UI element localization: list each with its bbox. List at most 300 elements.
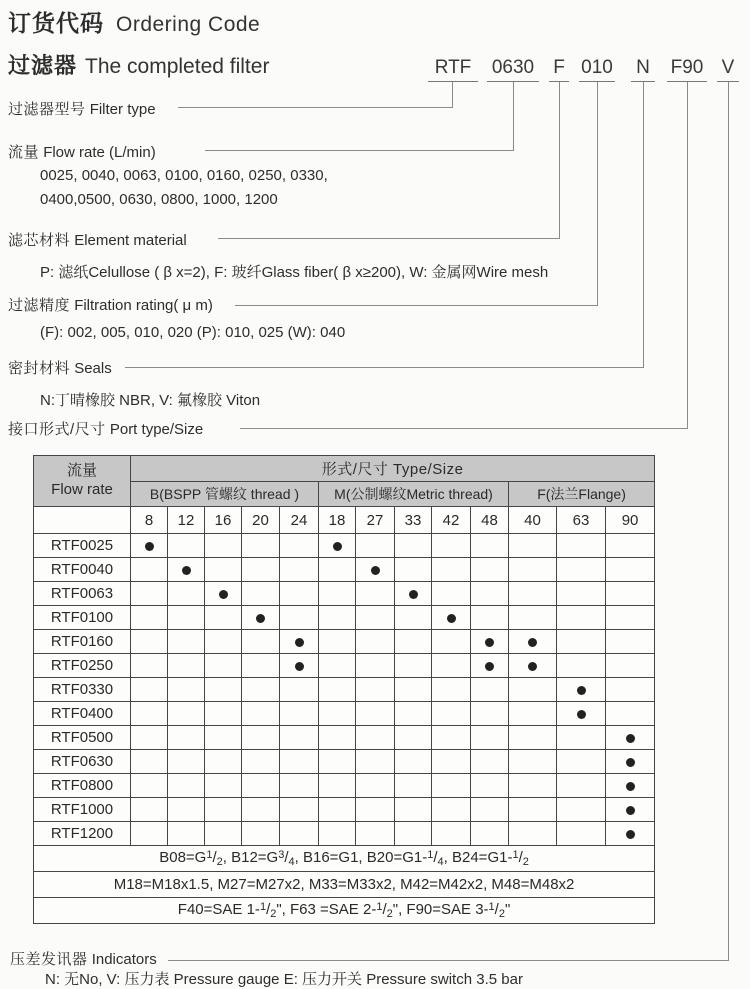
page-title-en: Ordering Code [116,13,261,36]
model-cell: RTF0025 [34,534,131,558]
field-element-material-zh: 滤芯材料 [8,232,71,249]
model-cell: RTF0063 [34,582,131,606]
field-element-material [8,229,187,250]
dot-cell [131,702,168,726]
dot-cell [557,678,606,702]
dot-cell [606,558,655,582]
dot-cell [395,678,432,702]
dot-cell [471,630,509,654]
dot-cell [242,822,280,846]
dot-cell [168,678,205,702]
dot-cell [557,750,606,774]
model-cell: RTF0630 [34,750,131,774]
dot-cell [280,798,319,822]
field-flow-rate-en: Flow rate (L/min) [43,144,156,161]
dot-cell [356,606,395,630]
size-header-cell: 20 [242,507,280,534]
dot-cell [280,582,319,606]
table-row [34,606,655,630]
dot-cell [606,774,655,798]
dot-cell [242,702,280,726]
dot-cell [432,654,471,678]
dot-cell [509,582,557,606]
dot-cell [280,774,319,798]
model-cell: RTF0400 [34,702,131,726]
dot-cell [131,654,168,678]
dot-cell [471,798,509,822]
dot-cell [471,534,509,558]
availability-dot [626,806,635,815]
availability-dot [295,638,304,647]
dot-cell [432,798,471,822]
model-cell: RTF0250 [34,654,131,678]
dot-cell [509,678,557,702]
note-text: M18=M18x1.5, M27=M27x2, M33=M33x2, M42=M42x2, M48=M48x2 [34,872,655,898]
dot-cell [131,582,168,606]
note-row [34,898,655,924]
dot-cell [280,654,319,678]
dot-cell [509,822,557,846]
dot-cell [356,630,395,654]
dot-cell [280,750,319,774]
field-flow-rate-zh: 流量 [8,144,40,161]
dot-cell [509,726,557,750]
dot-cell [432,774,471,798]
dot-cell [205,798,242,822]
dot-cell [606,678,655,702]
dot-cell [471,702,509,726]
dot-cell [471,678,509,702]
dot-cell [395,822,432,846]
dot-cell [395,726,432,750]
table-row [34,702,655,726]
table-row [34,534,655,558]
table-row [34,726,655,750]
dot-cell [131,534,168,558]
group-header-flange: F(法兰Flange) [509,482,655,507]
availability-dot [182,566,191,575]
availability-dot [577,710,586,719]
leader-vline-port [687,82,688,428]
dot-cell [319,606,356,630]
field-filter-type-en: Filter type [89,101,156,118]
field-indicators-en: Indicators [91,951,157,968]
dot-cell [471,726,509,750]
dot-cell [205,606,242,630]
dot-cell [606,822,655,846]
product-title [8,49,269,80]
dot-cell [395,630,432,654]
port-size-table [33,455,655,924]
size-header-cell: 18 [319,507,356,534]
flow-rate-values-2: 0400,0500, 0630, 0800, 1000, 1200 [40,191,278,208]
field-seals [8,357,112,378]
group-header-bspp: B(BSPP 管螺纹 thread ) [131,482,319,507]
group-header-metric: M(公制螺纹Metric thread) [319,482,509,507]
model-cell: RTF1000 [34,798,131,822]
availability-dot [371,566,380,575]
availability-dot [219,590,228,599]
flow-rate-header-zh: 流量 [66,462,97,480]
dot-cell [606,798,655,822]
availability-dot [256,614,265,623]
availability-dot [577,686,586,695]
dot-cell [395,702,432,726]
leader-hline-flowrate [205,150,514,151]
size-header-cell: 16 [205,507,242,534]
product-title-en: The completed filter [85,55,270,78]
dot-cell [131,630,168,654]
dot-cell [509,606,557,630]
dot-cell [168,750,205,774]
dot-cell [168,798,205,822]
leader-vline-flowrate [513,82,514,150]
dot-cell [319,558,356,582]
availability-dot [626,830,635,839]
leader-hline-model [178,107,453,108]
table-row [34,630,655,654]
size-header-cell: 33 [395,507,432,534]
dot-cell [131,558,168,582]
size-header-cell: 90 [606,507,655,534]
dot-cell [557,726,606,750]
dot-cell [557,630,606,654]
dot-cell [395,774,432,798]
dot-cell [280,630,319,654]
dot-cell [395,654,432,678]
dot-cell [319,702,356,726]
field-indicators-zh: 压差发讯器 [10,951,88,968]
dot-cell [356,534,395,558]
code-part-indicator: V [717,57,739,82]
field-filter-type [8,98,156,119]
model-cell: RTF0330 [34,678,131,702]
leader-hline-port [240,428,688,429]
table-row [34,654,655,678]
dot-cell [242,774,280,798]
dot-cell [168,630,205,654]
model-cell: RTF0100 [34,606,131,630]
note-text: F40=SAE $1-^1/_2$", F63 =SAE $2-^1/_2$", F90=SAE $3-^1/_2$" [34,898,655,924]
dot-cell [131,726,168,750]
flow-rate-values-1: 0025, 0040, 0063, 0100, 0160, 0250, 0330, [40,167,328,184]
dot-cell [242,606,280,630]
availability-dot [528,638,537,647]
dot-cell [319,750,356,774]
availability-dot [485,638,494,647]
dot-cell [242,654,280,678]
table-row [34,558,655,582]
leader-vline-rating [597,82,598,305]
element-material-options: P: 滤纸Celullose ( β x=2), F: 玻纤Glass fiber( β x≥200), W: 金属网Wire mesh [40,264,549,281]
dot-cell [131,750,168,774]
availability-dot [409,590,418,599]
dot-cell [168,822,205,846]
dot-cell [131,774,168,798]
dot-cell [606,630,655,654]
code-part-seal: N [631,57,655,82]
dot-cell [205,654,242,678]
dot-cell [509,534,557,558]
dot-cell [557,774,606,798]
size-header-cell: 24 [280,507,319,534]
size-header-cell: 12 [168,507,205,534]
dot-cell [319,822,356,846]
dot-cell [471,582,509,606]
leader-hline-indicator [168,960,729,961]
field-seals-en: Seals [74,360,112,377]
dot-cell [432,822,471,846]
size-header-cell: 27 [356,507,395,534]
dot-cell [356,558,395,582]
dot-cell [395,558,432,582]
dot-cell [242,630,280,654]
dot-cell [319,534,356,558]
dot-cell [509,558,557,582]
table-row [34,822,655,846]
dot-cell [356,582,395,606]
dot-cell [557,798,606,822]
dot-cell [557,654,606,678]
leader-vline-seal [643,82,644,367]
dot-cell [356,822,395,846]
dot-cell [319,654,356,678]
dot-cell [557,534,606,558]
type-size-header: 形式/尺寸 Type/Size [131,456,655,482]
dot-cell [356,774,395,798]
dot-cell [432,678,471,702]
dot-cell [168,654,205,678]
dot-cell [471,558,509,582]
dot-cell [280,702,319,726]
dot-cell [319,582,356,606]
leader-vline-material [559,82,560,238]
size-header-cell: 63 [557,507,606,534]
dot-cell [606,726,655,750]
dot-cell [471,606,509,630]
dot-cell [280,606,319,630]
availability-dot [528,662,537,671]
availability-dot [626,758,635,767]
dot-cell [168,582,205,606]
code-part-flowrate: 0630 [487,57,539,82]
dot-cell [557,606,606,630]
dot-cell [432,558,471,582]
leader-vline-indicator [728,82,729,960]
dot-cell [432,582,471,606]
dot-cell [205,774,242,798]
dot-cell [471,774,509,798]
field-filtration-rating [8,294,213,315]
availability-dot [295,662,304,671]
dot-cell [395,582,432,606]
flow-rate-header [34,456,131,507]
leader-vline-model [452,82,453,107]
size-header-blank [34,507,131,534]
model-cell: RTF0800 [34,774,131,798]
availability-dot [626,782,635,791]
dot-cell [557,702,606,726]
dot-cell [509,798,557,822]
code-part-material: F [549,57,569,82]
flow-rate-header-en: Flow rate [51,481,113,498]
dot-cell [280,558,319,582]
dot-cell [280,822,319,846]
field-port-type [8,418,203,439]
dot-cell [356,726,395,750]
dot-cell [557,582,606,606]
dot-cell [432,702,471,726]
dot-cell [242,582,280,606]
code-part-port: F90 [667,57,707,82]
indicators-options: N: 无No, V: 压力表 Pressure gauge E: 压力开关 Pressure switch 3.5 bar [45,971,523,988]
leader-hline-seal [125,367,644,368]
table-row [34,798,655,822]
field-element-material-en: Element material [74,232,187,249]
dot-cell [356,678,395,702]
availability-dot [447,614,456,623]
dot-cell [280,726,319,750]
dot-cell [432,750,471,774]
model-cell: RTF0500 [34,726,131,750]
size-header-cell: 40 [509,507,557,534]
dot-cell [205,534,242,558]
dot-cell [509,750,557,774]
dot-cell [319,678,356,702]
dot-cell [606,654,655,678]
dot-cell [319,630,356,654]
dot-cell [242,750,280,774]
dot-cell [168,774,205,798]
port-size-table-wrap [33,455,655,924]
field-seals-zh: 密封材料 [8,360,71,377]
dot-cell [205,822,242,846]
field-filtration-rating-zh: 过滤精度 [8,297,71,314]
dot-cell [205,726,242,750]
dot-cell [509,654,557,678]
dot-cell [356,750,395,774]
leader-hline-material [218,238,560,239]
dot-cell [242,534,280,558]
size-header-cell: 48 [471,507,509,534]
dot-cell [509,702,557,726]
field-flow-rate [8,141,156,162]
dot-cell [432,630,471,654]
dot-cell [205,558,242,582]
dot-cell [319,798,356,822]
dot-cell [131,678,168,702]
note-row [34,846,655,872]
dot-cell [395,606,432,630]
model-cell: RTF0160 [34,630,131,654]
dot-cell [242,726,280,750]
dot-cell [205,630,242,654]
dot-cell [471,654,509,678]
dot-cell [242,678,280,702]
note-text: $B08=G^1/_2$, $B12=G^3/_4$, B16=G1, $B20=G1-^1/_4$, $B24=G1-^1/_2$ [34,846,655,872]
leader-hline-rating [235,305,598,306]
dot-cell [432,726,471,750]
dot-cell [168,702,205,726]
dot-cell [205,678,242,702]
dot-cell [205,750,242,774]
dot-cell [557,822,606,846]
dot-cell [168,726,205,750]
dot-cell [205,702,242,726]
dot-cell [395,534,432,558]
table-row [34,678,655,702]
note-row [34,872,655,898]
dot-cell [606,606,655,630]
availability-dot [626,734,635,743]
availability-dot [145,542,154,551]
dot-cell [319,726,356,750]
dot-cell [168,558,205,582]
dot-cell [131,822,168,846]
table-row [34,582,655,606]
dot-cell [606,582,655,606]
product-title-zh: 过滤器 [8,53,78,78]
field-indicators [10,948,157,969]
dot-cell [356,654,395,678]
dot-cell [280,678,319,702]
code-part-rating: 010 [579,57,615,82]
availability-dot [485,662,494,671]
dot-cell [606,534,655,558]
code-part-model: RTF [428,57,478,82]
dot-cell [395,798,432,822]
field-port-type-en: Port type/Size [109,421,204,438]
dot-cell [131,606,168,630]
dot-cell [509,630,557,654]
dot-cell [242,558,280,582]
dot-cell [432,534,471,558]
field-filtration-rating-en: Filtration rating( μ m) [74,297,213,314]
field-filter-type-zh: 过滤器型号 [8,101,86,118]
dot-cell [356,702,395,726]
table-row [34,774,655,798]
dot-cell [168,534,205,558]
size-header-cell: 42 [432,507,471,534]
model-cell: RTF0040 [34,558,131,582]
dot-cell [168,606,205,630]
field-port-type-zh: 接口形式/尺寸 [8,421,106,438]
page-title-zh: 订货代码 [8,10,104,36]
page-title [8,5,260,38]
seals-options: N:丁晴橡胶 NBR, V: 氟橡胶 Viton [40,392,261,409]
dot-cell [509,774,557,798]
dot-cell [432,606,471,630]
filtration-rating-options: (F): 002, 005, 010, 020 (P): 010, 025 (W): 040 [40,324,346,341]
dot-cell [557,558,606,582]
dot-cell [131,798,168,822]
dot-cell [319,774,356,798]
dot-cell [606,702,655,726]
table-row [34,750,655,774]
size-header-cell: 8 [131,507,168,534]
dot-cell [606,750,655,774]
dot-cell [242,798,280,822]
dot-cell [280,534,319,558]
dot-cell [471,822,509,846]
model-cell: RTF1200 [34,822,131,846]
dot-cell [205,582,242,606]
availability-dot [333,542,342,551]
dot-cell [395,750,432,774]
size-header-row [34,507,655,534]
dot-cell [471,750,509,774]
dot-cell [356,798,395,822]
